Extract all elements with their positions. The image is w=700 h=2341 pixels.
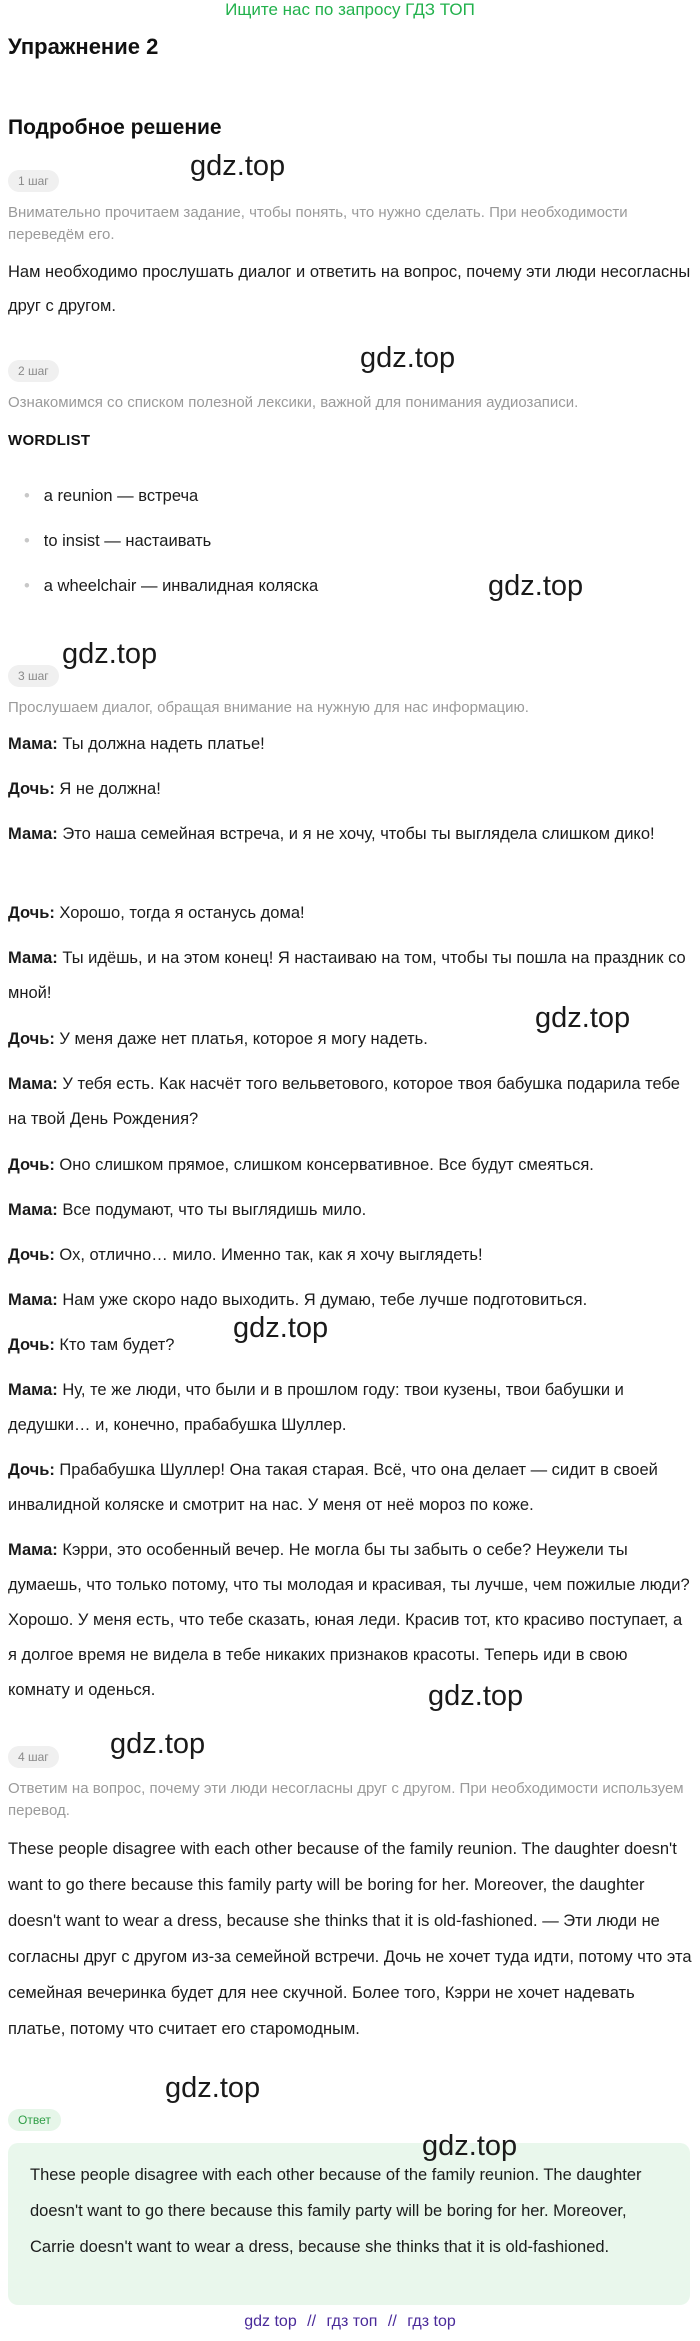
step-3-hint: Прослушаем диалог, обращая внимание на нужную для нас информацию. [8,699,529,716]
answer-text: These people disagree with each other because of the family reunion. The daughter doesn't want to go there because this family party will be boring for her. Moreover, Carrie doesn't want to wear a dress, because she thinks that it is old-fashioned. [30,2166,642,2256]
bullet-icon: • [24,577,30,595]
footer-link[interactable]: гдз top [407,2313,456,2330]
dialogue-line: Дочь: У меня даже нет платья, которое я могу надеть. [8,1030,428,1048]
step-4-hint: Ответим на вопрос, почему эти люди несогласны друг с другом. При необходимости используем перевод. [8,1780,684,1819]
dialogue-line: Дочь: Оно слишком прямое, слишком консервативное. Все будут смеяться. [8,1156,594,1174]
dialogue-line: Мама: Нам уже скоро надо выходить. Я думаю, тебе лучше подготовиться. [8,1291,588,1309]
wordlist-item: • a wheelchair — инвалидная коляска [24,577,319,595]
dialogue-line: Мама: Ты должна надеть платье! [8,735,265,753]
wordlist-item: • a reunion — встреча [24,487,199,505]
dialogue-line: Дочь: Кто там будет? [8,1336,175,1354]
dialogue-line: Мама: Это наша семейная встреча, и я не хочу, чтобы ты выглядела слишком дико! [8,825,655,843]
footer-separator: // [387,2313,397,2330]
watermark: gdz.top [535,1002,631,1034]
wordlist-title: WORDLIST [8,432,91,449]
step-3-badge: 3 шаг [8,665,59,687]
search-banner: Ищите нас по запросу ГДЗ ТОП [225,0,475,19]
watermark: gdz.top [360,342,456,374]
dialogue-line: Мама: У тебя есть. Как насчёт того вельветового, которое твоя бабушка подарила тебе на твой День Рождения? [8,1075,680,1128]
watermark: gdz.top [190,150,286,182]
dialogue-line: Мама: Все подумают, что ты выглядишь мило. [8,1201,367,1219]
watermark: gdz.top [62,638,158,670]
footer-separator: // [307,2313,317,2330]
step-1-text: Нам необходимо прослушать диалог и ответить на вопрос, почему эти люди несогласны друг с другом. [8,263,691,315]
watermark: gdz.top [165,2072,261,2104]
footer-link[interactable]: gdz top [244,2313,297,2330]
watermark: gdz.top [110,1728,206,1760]
answer-box [8,2143,690,2305]
wordlist-item: • to insist — настаивать [24,532,212,550]
dialogue-line: Мама: Кэрри, это особенный вечер. Не могла бы ты забыть о себе? Неужели ты думаешь, что только потому, что ты молодая и красивая, ты лучше, чем пожилые люди? Хорошо. У меня есть, что тебе сказать, юная леди. Красив тот, кто красиво поступает, а я долгое время не видела в тебе никаких признаков красоты. Теперь иди в свою комнату и оденься. [8,1541,690,1699]
section-title: Подробное решение [8,116,222,139]
watermark: gdz.top [428,1680,524,1712]
step-1-badge: 1 шаг [8,170,59,192]
footer-link[interactable]: гдз топ [326,2313,378,2330]
dialogue-line: Мама: Ну, те же люди, что были и в прошлом году: твои кузены, твои бабушки и дедушки… и, конечно, прабабушка Шуллер. [8,1381,624,1434]
watermark: gdz.top [233,1312,329,1344]
step-2-hint: Ознакомимся со списком полезной лексики, важной для понимания аудиозаписи. [8,394,579,411]
answer-badge: Ответ [8,2109,61,2131]
bullet-icon: • [24,532,30,550]
watermark: gdz.top [422,2130,518,2162]
dialogue-line: Дочь: Хорошо, тогда я останусь дома! [8,904,305,922]
exercise-title: Упражнение 2 [8,34,159,59]
watermark: gdz.top [488,570,584,602]
footer-links [0,2313,700,2331]
dialogue-line: Дочь: Я не должна! [8,780,161,798]
dialogue-line: Дочь: Ох, отлично… мило. Именно так, как я хочу выглядеть! [8,1246,483,1264]
step-2-badge: 2 шаг [8,360,59,382]
step-1-hint: Внимательно прочитаем задание, чтобы понять, что нужно сделать. При необходимости переведём его. [8,204,628,243]
bullet-icon: • [24,487,30,505]
step-4-badge: 4 шаг [8,1746,59,1768]
step-4-text: These people disagree with each other because of the family reunion. The daughter doesn't want to go there because this family party will be boring for her. Moreover, the daughter doesn't want to wear a dress, because she thinks that it is old-fashioned. — Эти люди не согласны друг с другом из-за семейной встречи. Дочь не хочет туда идти, потому что эта семейная вечеринка будет для нее скучной. Более того, Кэрри не хочет надевать платье, потому что считает его старомодным. [8,1840,692,2038]
dialogue-line: Дочь: Прабабушка Шуллер! Она такая старая. Всё, что она делает — сидит в своей инвалидной коляске и смотрит на нас. У меня от неё мороз по коже. [8,1461,658,1514]
dialogue-line: Мама: Ты идёшь, и на этом конец! Я настаиваю на том, чтобы ты пошла на праздник со мной! [8,949,686,1002]
